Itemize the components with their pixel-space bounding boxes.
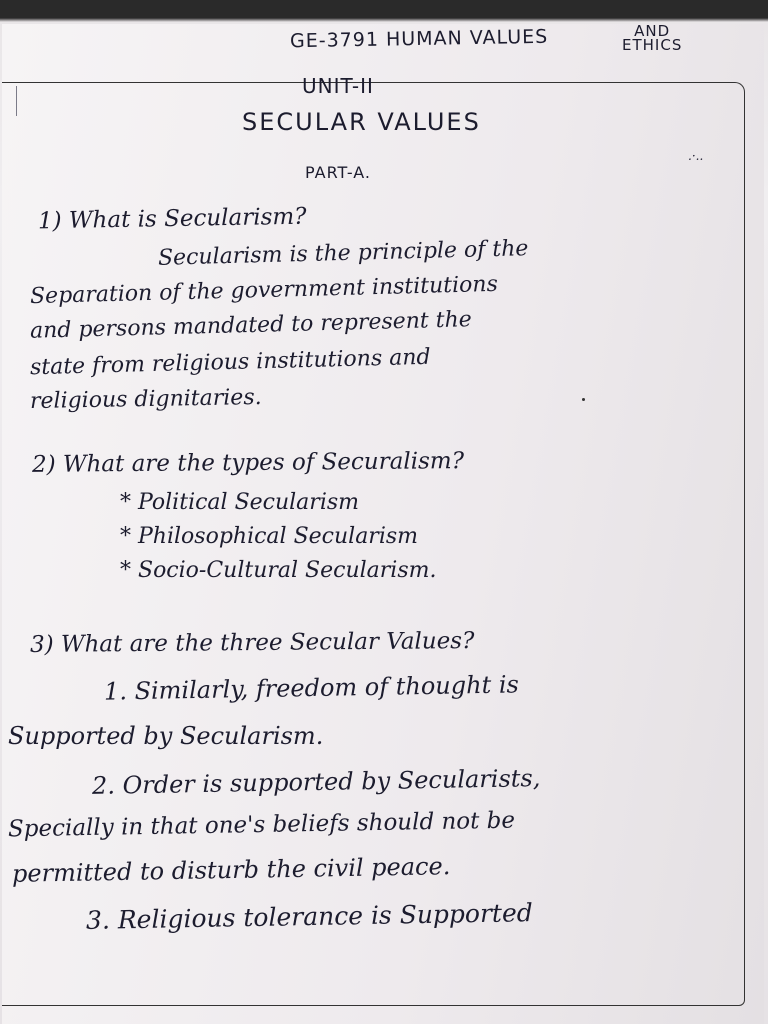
course-title: GE-3791 HUMAN VALUES [289,25,549,53]
list-item: * Socio-Cultural Secularism. [120,558,437,583]
answer-1-line: state from religious institutions and [29,344,431,381]
answer-3-line: 1. Similarly, freedom of thought is [103,670,520,706]
answer-1-line: and persons mandated to represent the [29,307,473,344]
answer-3-line: permitted to disturb the civil peace. [11,852,451,888]
ink-dot [582,398,585,401]
answer-1-line: Separation of the government institutions [29,271,499,310]
tick-mark: .·.. [688,149,704,163]
answer-1-line: religious dignitaries. [29,384,262,415]
answer-1-line: Secularism is the principle of the [157,236,529,271]
answer-3-line: 2. Order is supported by Secularists, [91,764,541,800]
part-heading: PART-A. [305,163,371,182]
unit-heading: UNIT-II [302,74,374,98]
list-item: * Political Secularism [120,490,360,515]
course-tail-and: AND [634,22,671,40]
answer-3-line: 3. Religious tolerance is Supported [85,898,534,935]
answer-3-line: Specially in that one's beliefs should not be [7,807,516,843]
list-item: * Philosophical Secularism [120,524,419,549]
question-3: 3) What are the three Secular Values? [29,628,475,658]
question-2: 2) What are the types of Securalism? [31,448,465,478]
page-title: SECULAR VALUES [242,108,481,136]
course-tail-ethics: ETHICS [622,36,683,55]
course-title-tail [622,24,682,53]
question-1: 1) What is Secularism? [37,203,307,235]
answer-3-line: Supported by Secularism. [8,722,324,750]
